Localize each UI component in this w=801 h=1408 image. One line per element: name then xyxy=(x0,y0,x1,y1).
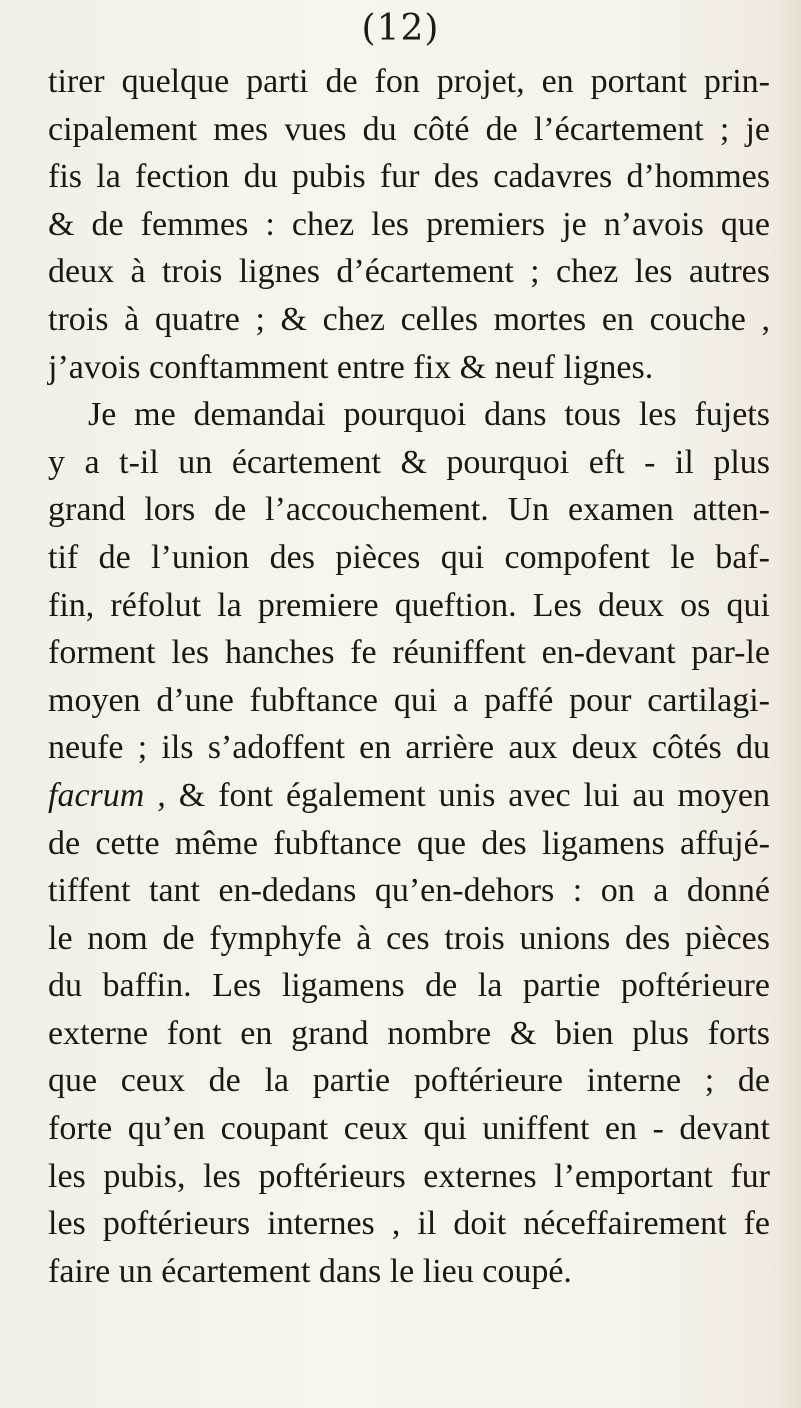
text-line: y a t-il un écartement & pourquoi eft - il plus xyxy=(48,443,770,481)
text-line: tirer quelque parti de fon projet, en portant prin- xyxy=(48,63,770,100)
italic-word: facrum , xyxy=(48,776,166,814)
paragraph-start-line: Je me demandai pourquoi dans tous les fujets xyxy=(88,396,770,434)
body-text xyxy=(48,58,770,1295)
text-line: les poftérieurs internes , il doit néceffairement fe xyxy=(48,1205,770,1243)
text-line: grand lors de l’accouchement. Un examen atten- xyxy=(48,491,770,529)
text-line: neufe ; ils s’adoffent en arrière aux deux côtés du xyxy=(48,729,770,767)
text-line-rest: & font également unis avec lui au moyen xyxy=(178,776,771,814)
text-line: fis la fection du pubis fur des cadavres d’hommes xyxy=(48,158,770,196)
text-line: fin, réfolut la premiere queftion. Les deux os qui xyxy=(48,586,770,624)
text-line: moyen d’une fubftance qui a paffé pour cartilagi- xyxy=(48,681,770,719)
text-line: deux à trois lignes d’écartement ; chez les autres xyxy=(48,253,770,291)
text-line: les pubis, les poftérieurs externes l’emportant fur xyxy=(48,1157,770,1195)
text-line: & de femmes : chez les premiers je n’avois que xyxy=(48,205,770,243)
page-number: (12) xyxy=(361,8,440,49)
text-line: de cette même fubftance que des ligamens affujé- xyxy=(48,824,770,862)
text-line: tif de l’union des pièces qui compofent le baf- xyxy=(48,538,770,576)
text-line: que ceux de la partie poftérieure interne ; de xyxy=(48,1062,770,1100)
text-line: faire un écartement dans le lieu coupé. xyxy=(48,1252,572,1290)
text-line: trois à quatre ; & chez celles mortes en couche , xyxy=(48,300,770,338)
text-line-with-italic xyxy=(48,772,770,820)
page-edge-shadow xyxy=(771,0,801,1408)
text-line: forment les hanches fe réuniffent en-devant par-le xyxy=(48,634,770,672)
text-line: externe font en grand nombre & bien plus forts xyxy=(48,1014,770,1052)
text-line: forte qu’en coupant ceux qui uniffent en - devant xyxy=(48,1110,770,1148)
text-line: j’avois conftamment entre fix & neuf lignes. xyxy=(48,348,654,386)
text-line: cipalement mes vues du côté de l’écartement ; je xyxy=(48,110,770,148)
text-line: du baffin. Les ligamens de la partie poftérieure xyxy=(48,967,770,1005)
text-line: le nom de fymphyfe à ces trois unions des pièces xyxy=(48,919,770,957)
text-line: tiffent tant en-dedans qu’en-dehors : on a donné xyxy=(48,872,770,910)
